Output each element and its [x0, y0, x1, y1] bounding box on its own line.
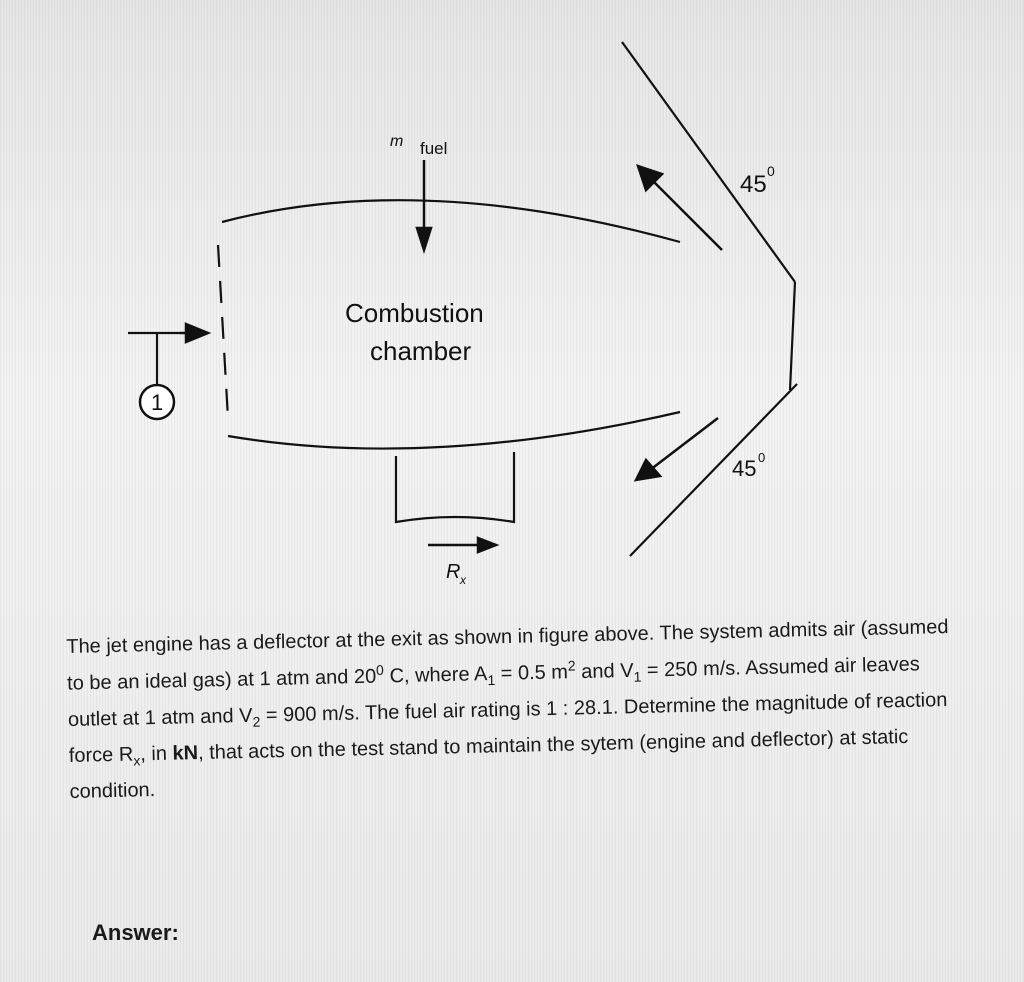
exhaust-down-arrowhead	[636, 460, 660, 480]
deflector-vertical-plate	[790, 282, 795, 390]
force-label: R	[446, 561, 461, 583]
exhaust-down-arrow	[650, 418, 718, 470]
problem-sub-v1: 1	[633, 668, 642, 685]
problem-text-6: = 900 m/s. The fuel air rating is 1 : 28.1. Determine the magnitude of reaction force R	[68, 688, 948, 767]
problem-text-3: = 0.5 m	[494, 661, 569, 685]
problem-sup-area: 2	[567, 657, 576, 674]
exhaust-up-arrow	[652, 180, 722, 250]
problem-text-2: C, where A	[383, 663, 488, 688]
fuel-arrowhead	[417, 228, 431, 250]
test-stand	[396, 452, 514, 522]
engine-lower-wall	[228, 412, 680, 449]
force-label-sub: x	[460, 573, 466, 587]
force-arrowhead	[478, 538, 496, 552]
angle-top-degree: 0	[767, 163, 775, 179]
engine-upper-wall	[222, 200, 680, 242]
fuel-label-m: m	[390, 133, 404, 150]
angle-top-label: 45	[740, 171, 767, 198]
inlet-arrowhead	[186, 324, 208, 342]
problem-text-1: The jet engine has a deflector at the exit as shown in figure above. The system admits air (assumed to be an ideal gas) at 1 atm and 20	[66, 615, 949, 695]
problem-sub-rx: x	[133, 752, 141, 769]
answer-label: Answer:	[92, 920, 179, 945]
problem-text-5: = 250 m/s. Assumed air leaves outlet at 1 atm and V	[67, 653, 920, 731]
angle-bottom-degree: 0	[758, 450, 766, 465]
problem-sub-a1: 1	[487, 671, 496, 689]
problem-unit-kn: kN	[172, 741, 199, 765]
station-1-label: 1	[151, 390, 164, 415]
chamber-label-line2: chamber	[370, 336, 472, 366]
deflector-upper-plate	[622, 42, 795, 282]
chamber-label-line1: Combustion	[345, 298, 484, 328]
problem-text-7: , in	[140, 742, 173, 766]
angle-bottom-label: 45	[732, 456, 757, 481]
problem-sup-degree: 0	[375, 661, 385, 678]
problem-text-4: and V	[575, 659, 634, 684]
fuel-label: fuel	[420, 139, 448, 158]
problem-text-8: , that acts on the test stand to maintain the sytem (engine and deflector) at static condition.	[69, 725, 909, 803]
problem-statement	[66, 612, 960, 807]
problem-sub-v2: 2	[252, 713, 261, 730]
inlet-control-surface	[218, 245, 228, 418]
